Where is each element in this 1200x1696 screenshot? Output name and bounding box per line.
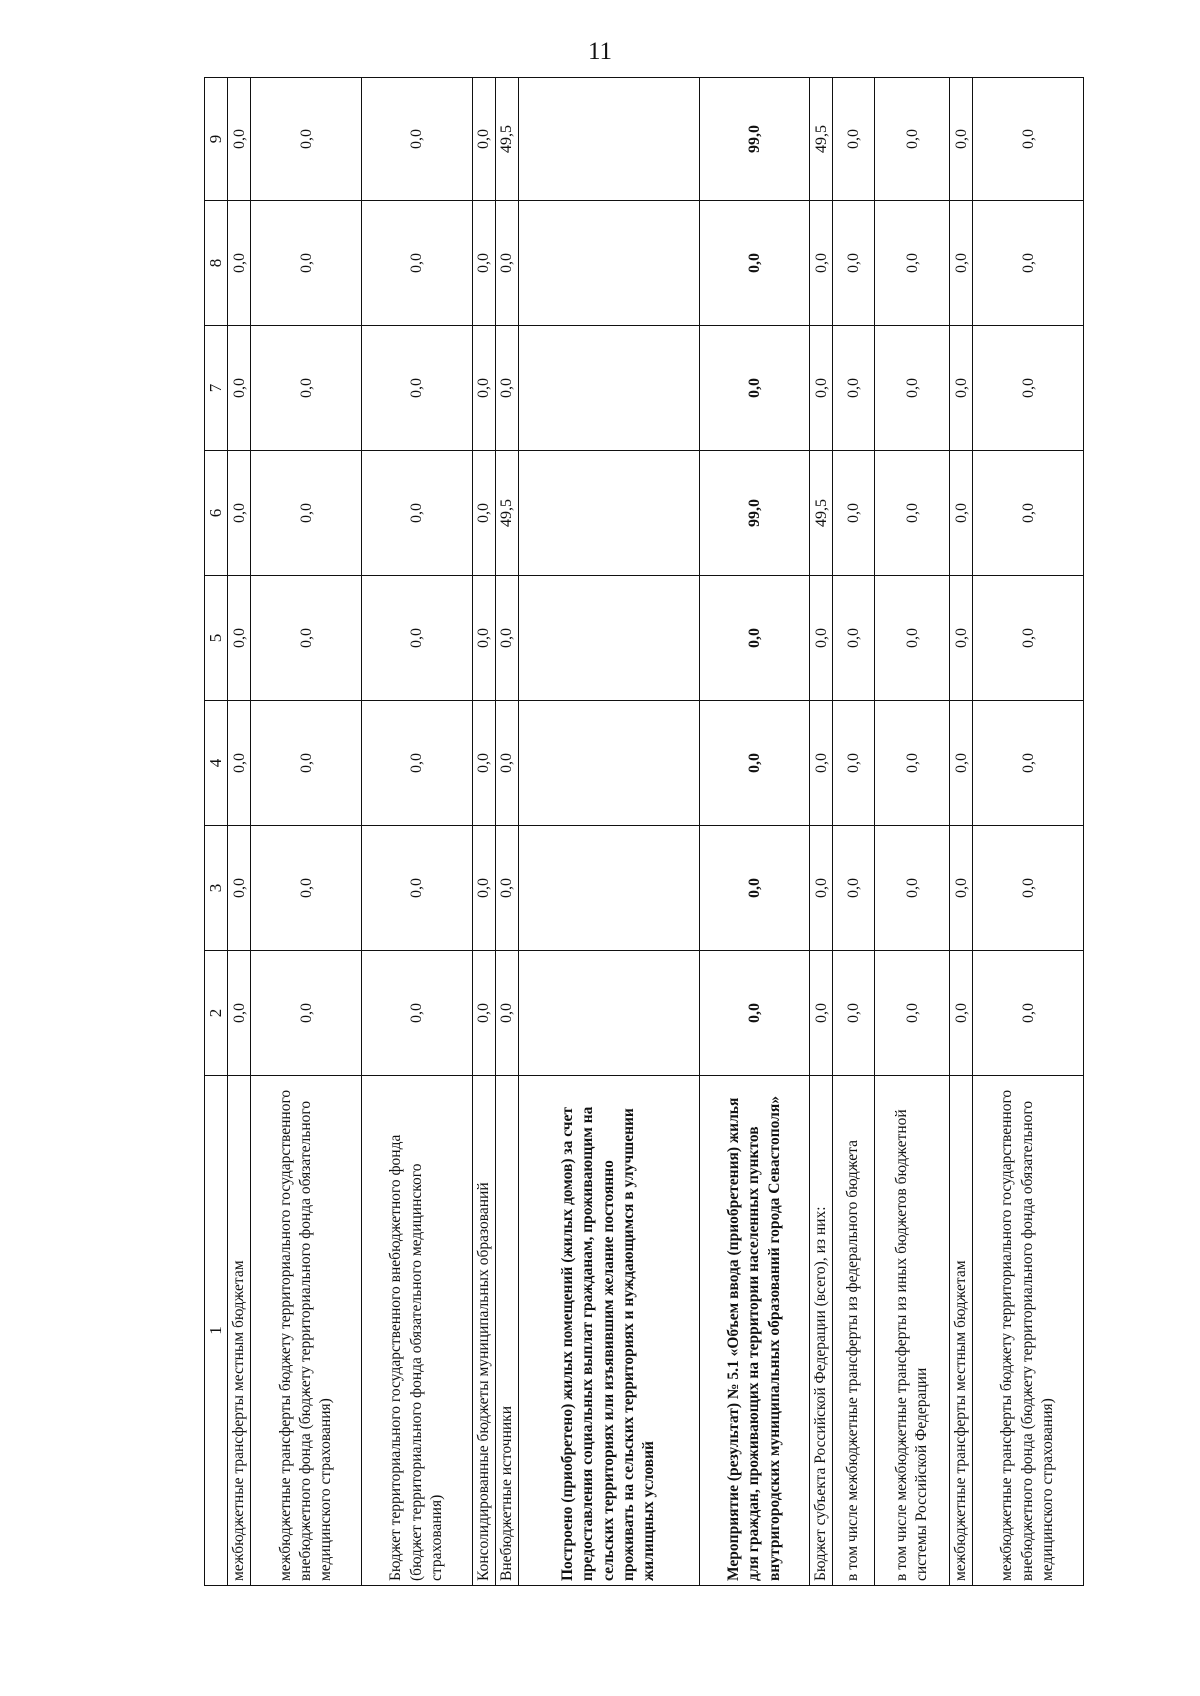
value-cell: 0,0	[874, 451, 949, 576]
value-cell: 0,0	[495, 701, 518, 826]
value-cell: 0,0	[251, 201, 362, 326]
value-cell: 0,0	[699, 701, 810, 826]
value-cell: 0,0	[699, 826, 810, 951]
row-label: межбюджетные трансферты бюджету территориального государственного внебюджетного фонда (бюджету территориального фонда обязательного медицинского страхования)	[973, 1076, 1084, 1586]
value-cell: 0,0	[472, 951, 495, 1076]
value-cell: 0,0	[973, 201, 1084, 326]
value-cell: 0,0	[495, 576, 518, 701]
value-cell: 0,0	[362, 78, 473, 201]
value-cell: 0,0	[810, 826, 833, 951]
value-cell: 0,0	[362, 451, 473, 576]
value-cell: 0,0	[874, 201, 949, 326]
column-header: 8	[205, 201, 228, 326]
value-cell: 0,0	[362, 826, 473, 951]
column-header: 4	[205, 701, 228, 826]
table-row	[699, 78, 810, 1586]
table-row	[518, 78, 699, 1586]
value-cell: 0,0	[362, 701, 473, 826]
value-cell: 0,0	[251, 576, 362, 701]
budget-table	[204, 77, 1084, 1586]
value-cell: 0,0	[472, 326, 495, 451]
rotated-table-container	[204, 78, 1084, 1586]
value-cell: 0,0	[495, 201, 518, 326]
value-cell: 0,0	[874, 701, 949, 826]
value-cell: 49,5	[810, 451, 833, 576]
value-cell: 0,0	[362, 951, 473, 1076]
value-cell: 0,0	[472, 576, 495, 701]
value-cell: 0,0	[699, 576, 810, 701]
value-cell: 99,0	[699, 78, 810, 201]
row-label: Консолидированные бюджеты муниципальных образований	[472, 1076, 495, 1586]
value-cell: 0,0	[874, 326, 949, 451]
value-cell: 0,0	[228, 451, 251, 576]
value-cell: 0,0	[973, 451, 1084, 576]
value-cell: 0,0	[973, 826, 1084, 951]
column-header: 6	[205, 451, 228, 576]
value-cell: 0,0	[251, 326, 362, 451]
value-cell: 0,0	[228, 951, 251, 1076]
value-cell: 0,0	[950, 576, 973, 701]
value-cell: 0,0	[251, 451, 362, 576]
value-cell: 0,0	[810, 201, 833, 326]
row-label: Бюджет субъекта Российской Федерации (всего), из них:	[810, 1076, 833, 1586]
value-cell: 0,0	[251, 951, 362, 1076]
value-cell: 0,0	[973, 326, 1084, 451]
value-cell: 0,0	[362, 201, 473, 326]
value-cell: 0,0	[228, 201, 251, 326]
value-cell: 49,5	[810, 78, 833, 201]
table-row	[251, 78, 362, 1586]
table-row	[495, 78, 518, 1586]
value-cell: 0,0	[833, 451, 874, 576]
value-cell: 99,0	[699, 451, 810, 576]
value-cell: 0,0	[495, 326, 518, 451]
value-cell: 0,0	[472, 701, 495, 826]
value-cell	[518, 951, 699, 1076]
value-cell: 0,0	[699, 951, 810, 1076]
column-header: 5	[205, 576, 228, 701]
value-cell: 0,0	[699, 326, 810, 451]
value-cell: 0,0	[833, 326, 874, 451]
value-cell: 0,0	[950, 78, 973, 201]
value-cell	[518, 451, 699, 576]
row-label: в том числе межбюджетные трансферты из иных бюджетов бюджетной системы Российской Федерации	[874, 1076, 949, 1586]
value-cell: 0,0	[810, 951, 833, 1076]
value-cell: 0,0	[472, 451, 495, 576]
value-cell: 0,0	[874, 78, 949, 201]
value-cell: 0,0	[251, 826, 362, 951]
value-cell: 49,5	[495, 451, 518, 576]
table-row	[973, 78, 1084, 1586]
value-cell: 49,5	[495, 78, 518, 201]
value-cell: 0,0	[228, 326, 251, 451]
row-label: межбюджетные трансферты бюджету территориального государственного внебюджетного фонда (бюджету территориального фонда обязательного медицинского страхования)	[251, 1076, 362, 1586]
value-cell: 0,0	[251, 78, 362, 201]
column-header: 9	[205, 78, 228, 201]
value-cell: 0,0	[973, 701, 1084, 826]
value-cell: 0,0	[950, 201, 973, 326]
row-label: Бюджет территориального государственного внебюджетного фонда (бюджет территориального фонда обязательного медицинского страхования)	[362, 1076, 473, 1586]
value-cell: 0,0	[950, 826, 973, 951]
column-header: 7	[205, 326, 228, 451]
value-cell: 0,0	[810, 701, 833, 826]
column-header: 3	[205, 826, 228, 951]
value-cell: 0,0	[833, 951, 874, 1076]
value-cell: 0,0	[362, 576, 473, 701]
value-cell	[518, 826, 699, 951]
value-cell: 0,0	[699, 201, 810, 326]
value-cell: 0,0	[874, 826, 949, 951]
value-cell: 0,0	[833, 201, 874, 326]
column-header: 2	[205, 951, 228, 1076]
row-label: межбюджетные трансферты местным бюджетам	[950, 1076, 973, 1586]
value-cell	[518, 576, 699, 701]
value-cell: 0,0	[833, 576, 874, 701]
value-cell: 0,0	[472, 826, 495, 951]
value-cell: 0,0	[228, 576, 251, 701]
value-cell: 0,0	[495, 951, 518, 1076]
table-row	[874, 78, 949, 1586]
value-cell: 0,0	[251, 701, 362, 826]
value-cell: 0,0	[950, 701, 973, 826]
header-row	[205, 78, 228, 1586]
value-cell: 0,0	[833, 78, 874, 201]
row-label: Внебюджетные источники	[495, 1076, 518, 1586]
value-cell: 0,0	[973, 78, 1084, 201]
value-cell: 0,0	[833, 701, 874, 826]
table-row	[950, 78, 973, 1586]
value-cell	[518, 201, 699, 326]
table-row	[472, 78, 495, 1586]
value-cell: 0,0	[810, 326, 833, 451]
row-label: Мероприятие (результат) № 5.1 «Объем ввода (приобретения) жилья для граждан, проживающих на территории населенных пунктов внутригородских муниципальных образований города Севастополя»	[699, 1076, 810, 1586]
table-body	[228, 78, 1084, 1586]
value-cell: 0,0	[833, 826, 874, 951]
table-row	[362, 78, 473, 1586]
page-number: 11	[587, 38, 613, 65]
value-cell: 0,0	[874, 576, 949, 701]
value-cell: 0,0	[472, 201, 495, 326]
value-cell: 0,0	[495, 826, 518, 951]
value-cell: 0,0	[973, 951, 1084, 1076]
value-cell: 0,0	[228, 701, 251, 826]
value-cell	[518, 78, 699, 201]
value-cell: 0,0	[228, 78, 251, 201]
value-cell: 0,0	[950, 326, 973, 451]
row-label: межбюджетные трансферты местным бюджетам	[228, 1076, 251, 1586]
row-label: Построено (приобретено) жилых помещений (жилых домов) за счет предоставления социальных выплат гражданам, проживающим на сельских территориях или изъявившим желание постоянно проживать на сельских территориях и нуждающимся в улучшении жилищных условий	[518, 1076, 699, 1586]
value-cell: 0,0	[472, 78, 495, 201]
value-cell: 0,0	[874, 951, 949, 1076]
value-cell	[518, 326, 699, 451]
column-header: 1	[205, 1076, 228, 1586]
table-row	[810, 78, 833, 1586]
value-cell: 0,0	[973, 576, 1084, 701]
table-row	[833, 78, 874, 1586]
value-cell: 0,0	[950, 951, 973, 1076]
value-cell: 0,0	[810, 576, 833, 701]
value-cell: 0,0	[228, 826, 251, 951]
table-row	[228, 78, 251, 1586]
value-cell	[518, 701, 699, 826]
value-cell: 0,0	[950, 451, 973, 576]
row-label: в том числе межбюджетные трансферты из федерального бюджета	[833, 1076, 874, 1586]
value-cell: 0,0	[362, 326, 473, 451]
